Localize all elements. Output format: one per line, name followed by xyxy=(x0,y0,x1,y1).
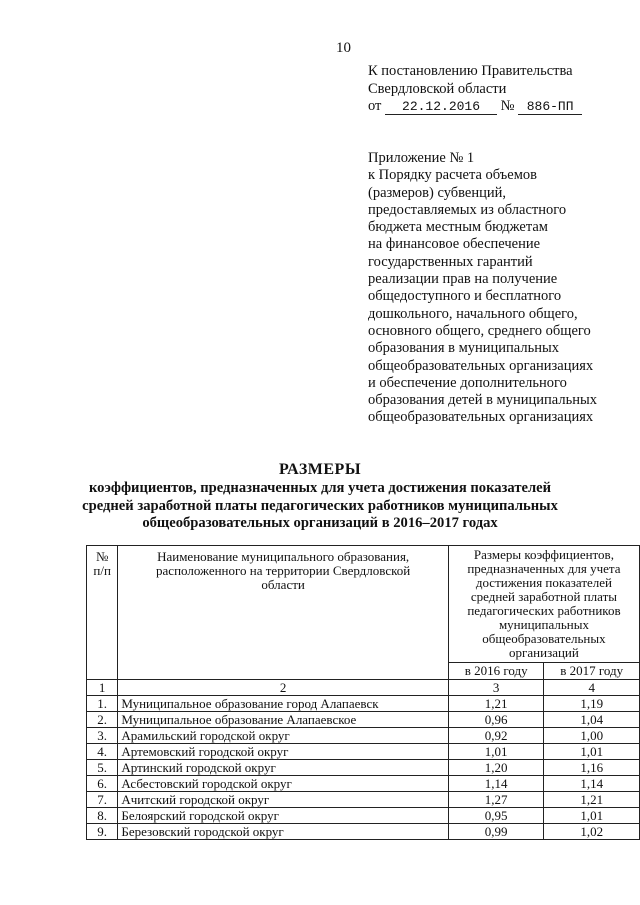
coef-2017: 1,01 xyxy=(544,744,640,760)
coef-2017: 1,00 xyxy=(544,728,640,744)
municipality-name: Березовский городской округ xyxy=(118,824,449,840)
municipality-name: Ачитский городской округ xyxy=(118,792,449,808)
index-cell: 3 xyxy=(448,680,544,696)
municipality-name: Артинский городской округ xyxy=(118,760,449,776)
title-main: РАЗМЕРЫ xyxy=(278,461,362,478)
appendix-line: к Порядку расчета объемов xyxy=(368,167,538,184)
appendix-line: общеобразовательных организациях xyxy=(368,357,594,374)
table-row xyxy=(87,744,640,760)
coef-2016: 0,92 xyxy=(448,728,544,744)
appendix-block xyxy=(368,150,638,427)
index-cell: 4 xyxy=(544,680,640,696)
header-line-2: Свердловской области xyxy=(368,80,507,97)
coef-2017: 1,16 xyxy=(544,760,640,776)
document-title xyxy=(0,460,640,533)
page-number: 10 xyxy=(336,40,351,56)
table-row xyxy=(87,712,640,728)
row-number: 3. xyxy=(87,728,118,744)
row-number: 8. xyxy=(87,808,118,824)
appendix-line: на финансовое обеспечение xyxy=(368,236,541,253)
header-line-1: К постановлению Правительства xyxy=(368,63,573,79)
row-number: 2. xyxy=(87,712,118,728)
municipality-name: Муниципальное образование Алапаевское xyxy=(118,712,449,728)
coef-2017: 1,21 xyxy=(544,792,640,808)
header-2017: в 2017 году xyxy=(544,663,640,680)
coef-2016: 0,99 xyxy=(448,824,544,840)
table-row xyxy=(87,696,640,712)
appendix-line: (размеров) субвенций, xyxy=(368,184,506,201)
table-row xyxy=(87,760,640,776)
title-line-1: коэффициентов, предназначенных для учета достижения показателей xyxy=(88,480,552,496)
coef-2017: 1,14 xyxy=(544,776,640,792)
table-row xyxy=(87,728,640,744)
row-number: 1. xyxy=(87,696,118,712)
document-date: 22.12.2016 xyxy=(385,99,497,115)
appendix-line: и обеспечение дополнительного xyxy=(368,374,567,391)
table-row xyxy=(87,776,640,792)
appendix-line: реализации прав на получение xyxy=(368,271,558,288)
coef-2016: 1,20 xyxy=(448,760,544,776)
appendix-line: общеобразовательных организациях xyxy=(368,409,594,426)
coefficients-table xyxy=(86,545,640,840)
appendix-line: Приложение № 1 xyxy=(368,150,475,166)
index-row xyxy=(87,680,640,696)
header-number: № п/п xyxy=(87,546,118,680)
municipality-name: Арамильский городской округ xyxy=(118,728,449,744)
row-number: 6. xyxy=(87,776,118,792)
coef-2017: 1,02 xyxy=(544,824,640,840)
header-2016: в 2016 году xyxy=(448,663,544,680)
appendix-line: образования в муниципальных xyxy=(368,340,559,357)
municipality-name: Муниципальное образование город Алапаевск xyxy=(118,696,449,712)
table-row xyxy=(87,824,640,840)
row-number: 5. xyxy=(87,760,118,776)
header-date-line xyxy=(368,98,638,116)
appendix-line: дошкольного, начального общего, xyxy=(368,305,578,322)
number-prefix: № xyxy=(500,98,515,114)
row-number: 4. xyxy=(87,744,118,760)
coef-2017: 1,19 xyxy=(544,696,640,712)
coef-2016: 1,14 xyxy=(448,776,544,792)
index-cell: 2 xyxy=(118,680,449,696)
coef-2016: 1,27 xyxy=(448,792,544,808)
table-row xyxy=(87,792,640,808)
municipality-name: Белоярский городской округ xyxy=(118,808,449,824)
coef-2017: 1,04 xyxy=(544,712,640,728)
document-header xyxy=(368,63,638,116)
coef-2016: 0,96 xyxy=(448,712,544,728)
header-name: Наименование муниципального образования, расположенного на территории Свердловской области xyxy=(118,546,449,680)
date-prefix: от xyxy=(368,98,382,114)
title-line-3: общеобразовательных организаций в 2016–2017 годах xyxy=(142,515,498,531)
row-number: 7. xyxy=(87,792,118,808)
appendix-line: бюджета местным бюджетам xyxy=(368,219,548,236)
appendix-line: предоставляемых из областного xyxy=(368,201,567,218)
row-number: 9. xyxy=(87,824,118,840)
appendix-line: общедоступного и бесплатного xyxy=(368,288,562,305)
municipality-name: Асбестовский городской округ xyxy=(118,776,449,792)
header-coefficients: Размеры коэффициентов, предназначенных для учета достижения показателей средней заработной платы педагогических работников муниципальных общеобразовательных организаций xyxy=(448,546,639,663)
appendix-line: государственных гарантий xyxy=(368,253,533,270)
coef-2016: 1,01 xyxy=(448,744,544,760)
appendix-line: образования детей в муниципальных xyxy=(368,392,597,409)
table-row xyxy=(87,808,640,824)
coef-2016: 0,95 xyxy=(448,808,544,824)
appendix-line: основного общего, среднего общего xyxy=(368,322,591,339)
index-cell: 1 xyxy=(87,680,118,696)
coef-2017: 1,01 xyxy=(544,808,640,824)
title-line-2: средней заработной платы педагогических работников муниципальных xyxy=(82,497,558,514)
coef-2016: 1,21 xyxy=(448,696,544,712)
municipality-name: Артемовский городской округ xyxy=(118,744,449,760)
document-number: 886-ПП xyxy=(518,99,582,115)
